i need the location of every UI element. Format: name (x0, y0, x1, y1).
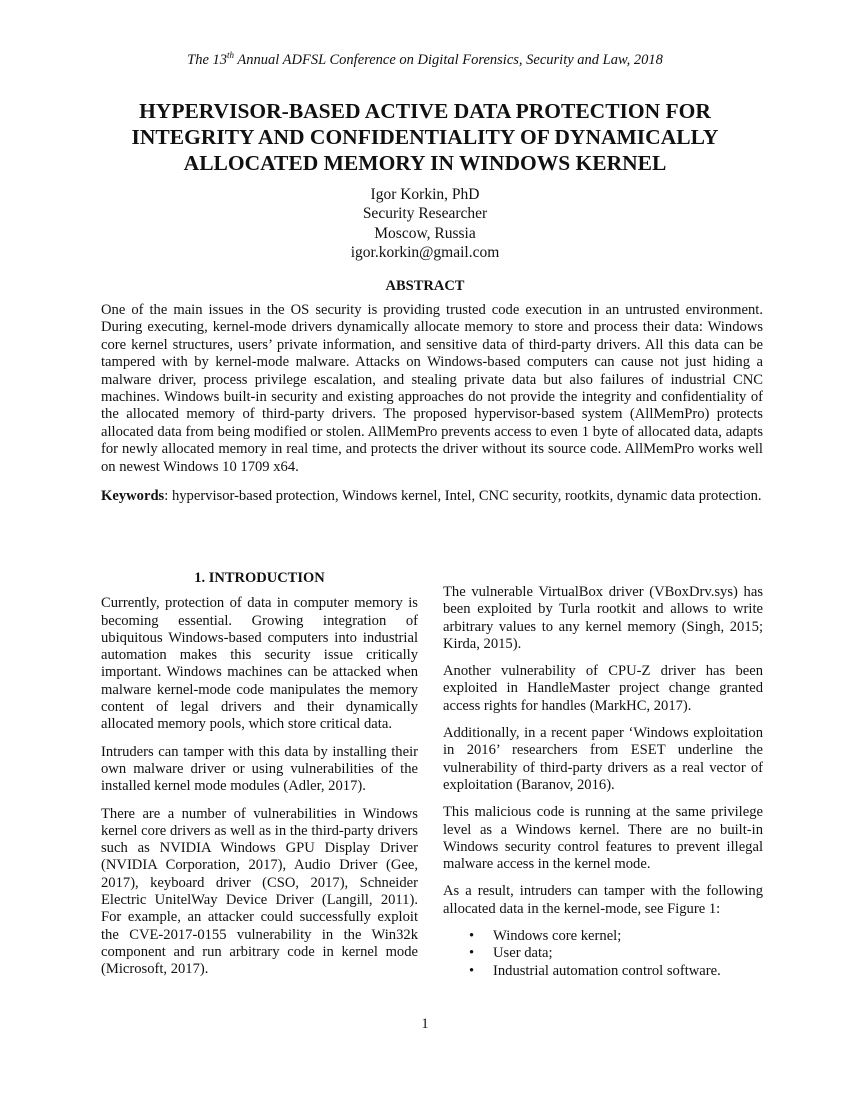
header-prefix: The 13 (187, 51, 228, 68)
abstract-heading: ABSTRACT (385, 278, 465, 294)
list-item-text: Windows core kernel; (493, 928, 622, 945)
bullet-icon: • (469, 928, 475, 945)
author-location: Moscow, Russia (374, 224, 476, 242)
list-item-text: User data; (493, 945, 553, 962)
header-suffix: Annual ADFSL Conference on Digital Forensics, Security and Law, 2018 (234, 51, 663, 68)
keywords (101, 488, 763, 505)
conference-header (0, 50, 850, 69)
list-item-text: Industrial automation control software. (493, 962, 721, 979)
bullet-list (443, 928, 763, 980)
section-heading-introduction: 1. INTRODUCTION (194, 570, 325, 586)
header-superscript: th (227, 50, 235, 60)
keywords-text: : hypervisor-based protection, Windows kernel, Intel, CNC security, rootkits, dynamic data protection. (164, 488, 762, 504)
title-line-3: ALLOCATED MEMORY IN WINDOWS KERNEL (183, 151, 667, 175)
abstract-text: One of the main issues in the OS security is providing trusted code execution in an untrusted environment. During executing, kernel-mode drivers dynamically allocate memory to store and process their data: Windows core kernel structures, users’ private information, and sensitive data of third-party drivers. All this data can be tampered with by kernel-mode malware. Attacks on Windows-based computers can cause not just hiding a malware driver, process privilege escalation, and stealing private data but also failures of industrial CNC machines. Windows built-in security and existing approaches do not provide the integrity and confidentiality of the allocated memory of third-party drivers. The proposed hypervisor-based system (AllMemPro) protects allocated data from being modified or stolen. AllMemPro prevents access to even 1 byte of allocated data, adapts for newly allocated memory in real time, and protects the driver without its source code. AllMemPro works well on newest Windows 10 1709 x64. (101, 302, 763, 475)
paragraph: As a result, intruders can tamper with the following allocated data in the kernel-mode, see Figure 1: (443, 883, 763, 917)
author-block (0, 185, 850, 262)
title-line-1: HYPERVISOR-BASED ACTIVE DATA PROTECTION FOR (139, 99, 711, 123)
paragraph: Currently, protection of data in computer memory is becoming essential. Growing integration of ubiquitous Windows-based computers into industrial automation makes this security issue critically important. Windows machines can be attacked when malware kernel-mode code manipulates the memory content of legal drivers and their dynamically allocated memory pools, which store critical data. (101, 595, 418, 733)
list-item (443, 945, 763, 962)
paragraph: Another vulnerability of CPU-Z driver has been exploited in HandleMaster project change granted access rights for handles (MarkHC, 2017). (443, 663, 763, 714)
page-number: 1 (421, 1016, 429, 1032)
paragraph: The vulnerable VirtualBox driver (VBoxDrv.sys) has been exploited by Turla rootkit and allows to write arbitrary values to any kernel memory (Singh, 2015; Kirda, 2015). (443, 584, 763, 652)
bullet-icon: • (469, 945, 475, 962)
list-item (443, 963, 763, 980)
keywords-label: Keywords (101, 488, 165, 504)
author-name: Igor Korkin, PhD (370, 186, 480, 203)
bullet-icon: • (469, 962, 475, 979)
paper-title (60, 98, 790, 176)
paragraph: There are a number of vulnerabilities in Windows kernel core drivers as well as in the third-party drivers such as NVIDIA Windows GPU Display Driver (NVIDIA Corporation, 2017), Audio Driver (Gee, 2017), keyboard driver (CSO, 2017), Schneider Electric UnitelWay Device Driver (Langill, 2011). For example, an attacker could successfully exploit the CVE-2017-0155 vulnerability in the Win32k component and run arbitrary code in kernel mode (Microsoft, 2017). (101, 805, 418, 978)
left-column (101, 570, 418, 989)
author-email: igor.korkin@gmail.com (350, 243, 500, 261)
right-column (443, 584, 763, 980)
paragraph: Additionally, in a recent paper ‘Windows exploitation in 2016’ researchers from ESET underline the vulnerability of third-party drivers as a real vector of exploitation (Baranov, 2016). (443, 725, 763, 793)
author-role: Security Researcher (362, 205, 488, 223)
title-line-2: INTEGRITY AND CONFIDENTIALITY OF DYNAMICALLY (131, 125, 719, 149)
list-item (443, 928, 763, 945)
paragraph: Intruders can tamper with this data by installing their own malware driver or using vulnerabilities of the installed kernel mode modules (Adler, 2017). (101, 743, 418, 795)
paragraph: This malicious code is running at the same privilege level as a Windows kernel. There are no built-in Windows security control features to prevent illegal malware access in the kernel mode. (443, 804, 763, 873)
